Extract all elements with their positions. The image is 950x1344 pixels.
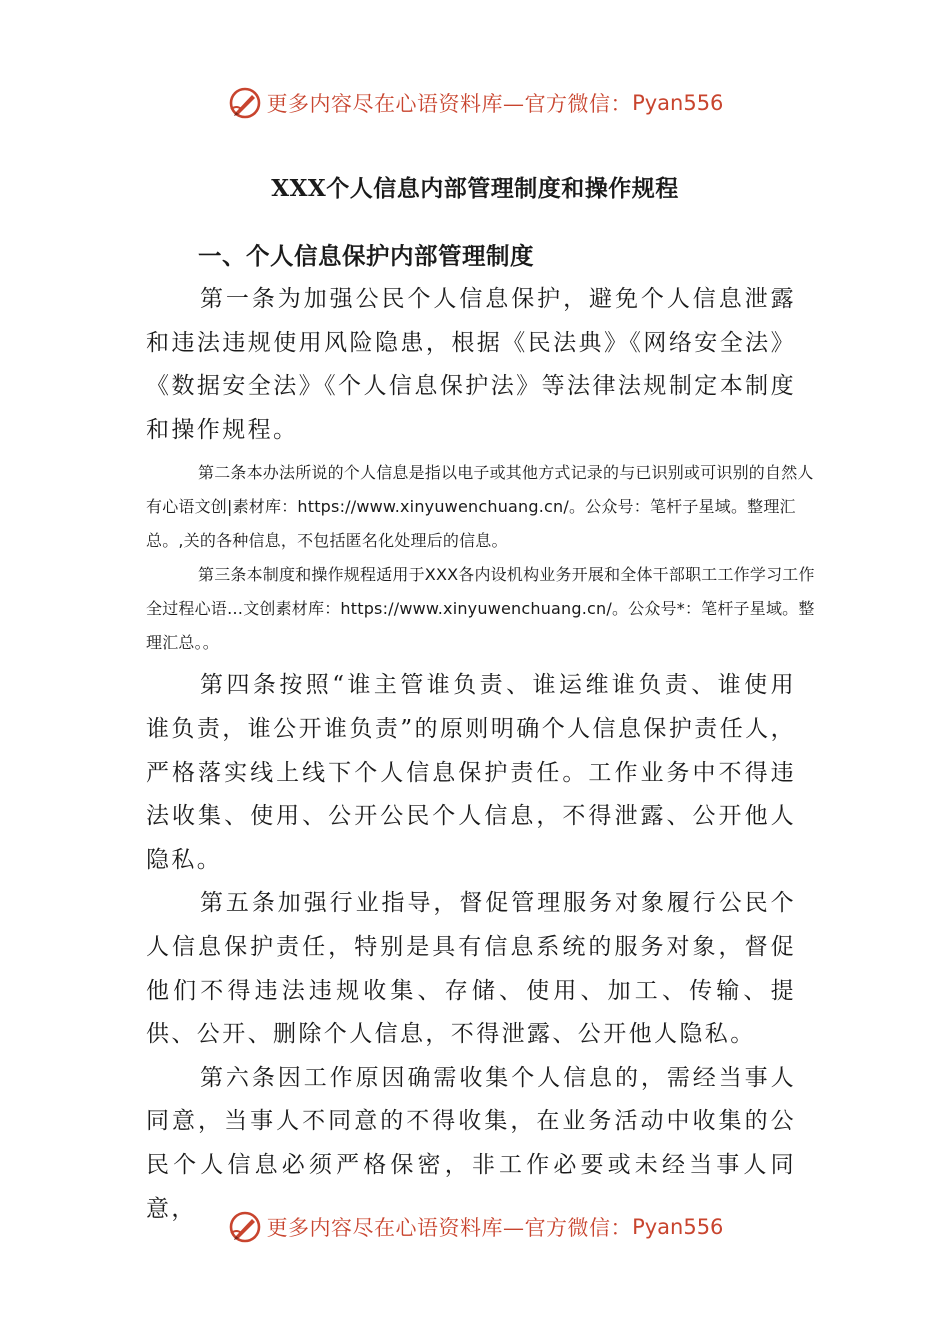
banner-text: 更多内容尽在心语资料库— xyxy=(266,92,525,116)
section-heading: 一、个人信息保护内部管理制度 xyxy=(198,242,534,270)
pen-logo-icon xyxy=(227,85,263,121)
footer-wechat-label: 官方微信： xyxy=(524,1216,633,1240)
banner-wechat-id: Pyan556 xyxy=(632,91,724,115)
document-body xyxy=(146,234,815,1231)
paragraph-article-4: 第四条按照“谁主管谁负责、谁运维谁负责、谁使用谁负责，谁公开谁负责”的原则明确个人信息保护责任人，严格落实线上线下个人信息保护责任。工作业务中不得违法收集、使用、公开公民个人信息，不得泄露、公开他人隐私。 xyxy=(146,672,796,873)
paragraph-article-1: 第一条为加强公民个人信息保护，避免个人信息泄露和违法违规使用风险隐患，根据《民法典》《网络安全法》《数据安全法》《个人信息保护法》等法律法规制定本制度和操作规程。 xyxy=(146,286,796,443)
footer-wechat-id: Pyan556 xyxy=(632,1215,724,1239)
document-title: XXX个人信息内部管理制度和操作规程 xyxy=(271,175,679,202)
banner-wechat-label: 官方微信： xyxy=(524,92,633,116)
paragraph-article-5: 第五条加强行业指导，督促管理服务对象履行公民个人信息保护责任，特别是具有信息系统的服务对象，督促他们不得违法违规收集、存储、使用、加工、传输、提供、公开、删除个人信息，不得泄露、公开他人隐私。 xyxy=(146,890,796,1048)
header-banner xyxy=(0,78,950,128)
pen-logo-icon xyxy=(227,1209,263,1245)
footer-banner xyxy=(0,1202,950,1252)
paragraph-article-3: 第三条本制度和操作规程适用于XXX各内设机构业务开展和全体干部职工工作学习工作全过程心语…文创素材库：https://www.xinyuwenchuang.cn/。公众号*：笔杆子星域。整理汇总。。 xyxy=(146,565,815,653)
paragraph-article-6: 第六条因工作原因确需收集个人信息的，需经当事人同意，当事人不同意的不得收集，在业务活动中收集的公民个人信息必须严格保密，非工作必要或未经当事人同意， xyxy=(146,1064,796,1222)
footer-banner-text: 更多内容尽在心语资料库— xyxy=(266,1216,525,1240)
paragraph-article-2: 第二条本办法所说的个人信息是指以电子或其他方式记录的与已识别或可识别的自然人有心语文创|素材库：https://www.xinyuwenchuang.cn/。公众号：笔杆子星域。整理汇总。,关的各种信息，不包括匿名化处理后的信息。 xyxy=(146,463,814,551)
